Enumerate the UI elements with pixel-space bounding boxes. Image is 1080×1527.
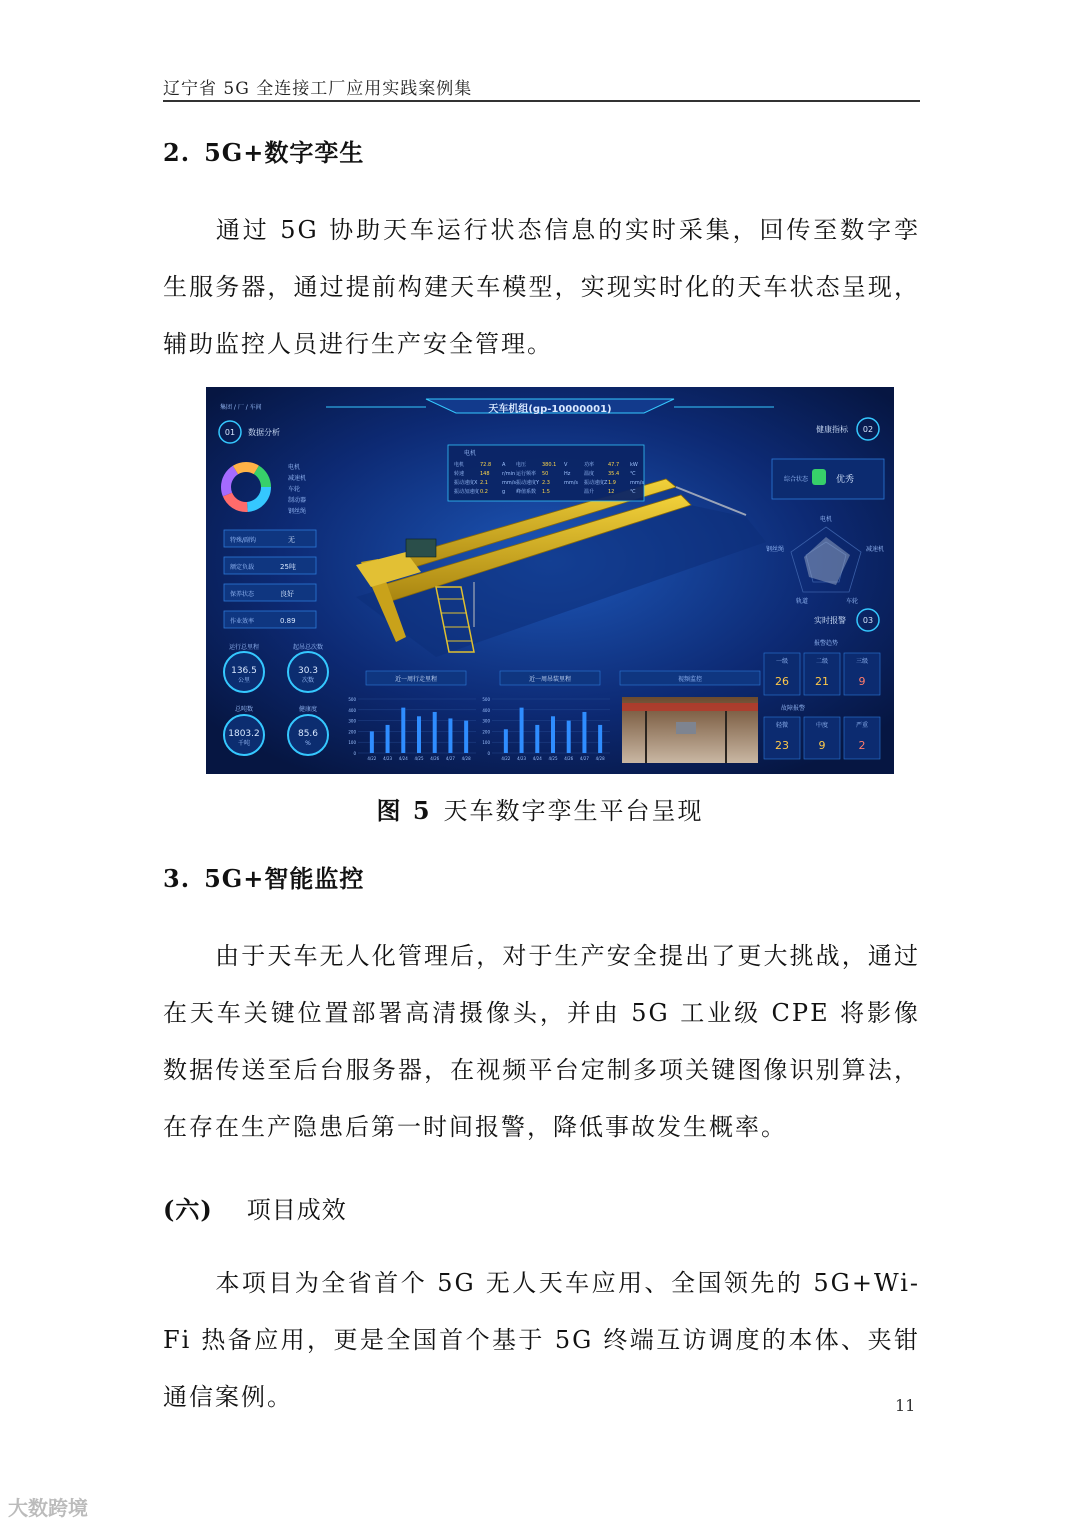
info-cell-3-2: g <box>502 489 506 495</box>
chart-0-bar-5 <box>448 718 452 753</box>
info-cell-2-1: 2.1 <box>480 480 488 486</box>
header-title: 辽宁省 5G 全连接工厂应用实践案例集 <box>163 79 473 99</box>
gauge-label-3: 健康度 <box>298 706 318 713</box>
field-label-0: 特殊/副钩 <box>230 537 257 544</box>
chart-1-bar-3 <box>551 716 555 753</box>
info-cell-1-5: Hz <box>564 471 571 477</box>
gauge-unit-2: 千吨 <box>237 740 251 747</box>
chart-1-ytick-2: 200 <box>482 729 490 735</box>
chart-0-ytick-2: 200 <box>348 729 356 735</box>
section-6-heading <box>163 1190 347 1225</box>
chart-1-bar-6 <box>598 725 602 753</box>
warning-title: 报警趋势 <box>813 640 839 647</box>
chart-1-xtick-4: 4/26 <box>564 756 574 761</box>
warning-cells-label-0: 一级 <box>775 658 789 665</box>
section-2-title: 5G+数字孪生 <box>204 138 365 167</box>
left-field-2 <box>224 584 316 601</box>
chart-1-xtick-1: 4/23 <box>517 756 527 761</box>
section-6-title: 项目成效 <box>246 1196 347 1224</box>
chart-1-xtick-2: 4/24 <box>532 756 542 761</box>
video-panel <box>620 671 760 763</box>
chart-1-xtick-5: 4/27 <box>579 756 589 761</box>
gauge-unit-1: 次数 <box>301 677 315 684</box>
figure-caption <box>0 791 1080 826</box>
chart-1-ytick-3: 300 <box>482 718 490 724</box>
radar-label-3: 轨道 <box>796 598 809 605</box>
alarm-title: 实时报警 <box>814 616 846 625</box>
chart-0-ytick-0: 0 <box>353 751 356 756</box>
section-3-number: 3. <box>163 864 191 893</box>
info-cell-3-7: 12 <box>608 489 615 495</box>
info-cell-0-1: 72.8 <box>480 462 492 468</box>
left-field-3 <box>224 611 316 628</box>
breadcrumb: 集团 / 厂 / 车间 <box>220 404 262 411</box>
gauge-value-2: 1803.2 <box>228 729 260 739</box>
legend-item-3: 制动器 <box>288 497 307 504</box>
left-field-0 <box>224 530 316 547</box>
figure-caption-text: 天车数字孪生平台呈现 <box>443 797 704 825</box>
chart-1-ytick-5: 500 <box>482 697 490 702</box>
chart-1-bar-0 <box>504 729 508 753</box>
section-2-paragraph <box>163 202 920 373</box>
info-cell-3-4: 1.5 <box>542 489 550 495</box>
gauge-value-3: 85.6 <box>297 729 319 739</box>
chart-1-xtick-3: 4/25 <box>548 756 558 761</box>
chart-0-ytick-1: 100 <box>348 740 356 746</box>
chart-0-xtick-1: 4/23 <box>383 756 393 761</box>
section-2-text: 通过 5G 协助天车运行状态信息的实时采集，回传至数字孪生服务器，通过提前构建天车模型，实现实时化的天车状态呈现，辅助监控人员进行生产安全管理。 <box>163 216 920 358</box>
fault-levels <box>764 717 880 759</box>
dashboard-title: 天车机组(gp-10000001) <box>488 404 612 415</box>
fault-cells-value-1: 9 <box>818 739 826 752</box>
info-cell-0-7: 47.7 <box>608 462 620 468</box>
section-3-heading <box>163 859 364 894</box>
info-cell-1-2: r/min <box>502 471 516 477</box>
chart-0-xtick-4: 4/26 <box>430 756 440 761</box>
field-label-2: 保养状态 <box>230 591 255 598</box>
chart-0-xtick-6: 4/28 <box>461 756 471 761</box>
info-cell-0-0: 电机 <box>454 462 465 468</box>
info-cell-2-7: 1.9 <box>608 480 616 486</box>
warning-cells-value-1: 21 <box>815 675 829 688</box>
info-cell-1-7: 35.4 <box>608 471 620 477</box>
health-title: 健康指标 <box>816 425 848 434</box>
left-field-1 <box>224 557 316 574</box>
warning-cells-label-1: 二级 <box>815 658 829 665</box>
dashboard-svg <box>206 387 894 774</box>
info-cell-1-4: 50 <box>542 471 549 477</box>
chart-1-ytick-4: 400 <box>482 707 490 713</box>
section-2-heading <box>163 133 364 168</box>
field-label-1: 额定负载 <box>230 564 255 571</box>
page-number: 11 <box>895 1396 916 1415</box>
field-label-3: 作业效率 <box>230 618 255 625</box>
field-value-3: 0.89 <box>280 617 296 625</box>
chart-1-bar-5 <box>582 712 586 753</box>
gauge-label-0: 运行总里程 <box>228 644 260 651</box>
info-cell-2-3: 振动速度Y <box>516 480 540 486</box>
field-value-1: 25吨 <box>280 563 296 571</box>
gauge-1 <box>288 643 328 692</box>
section-3-paragraph <box>163 928 920 1156</box>
gauge-value-1: 30.3 <box>297 666 319 676</box>
info-cell-1-0: 转速 <box>454 471 465 477</box>
fault-cells-label-0: 轻微 <box>775 722 789 729</box>
info-cell-0-2: A <box>502 462 506 468</box>
warning-cells-value-2: 9 <box>858 675 866 688</box>
chart-1-bar-2 <box>535 725 539 753</box>
motor-info-panel <box>448 445 644 501</box>
gauge-0 <box>224 643 264 692</box>
chart-1-xtick-0: 4/22 <box>501 756 511 761</box>
chart-1-ytick-0: 0 <box>487 751 490 756</box>
info-cell-0-4: 380.1 <box>542 462 557 468</box>
chart-0-ytick-4: 400 <box>348 707 356 713</box>
info-cell-1-1: 148 <box>480 471 490 477</box>
radar-label-2: 车轮 <box>846 598 859 605</box>
chart-0-bar-6 <box>464 721 468 753</box>
chart-1-title: 近一周吊装里程 <box>528 676 572 683</box>
warning-levels <box>764 653 880 695</box>
shield-check-icon <box>812 469 826 485</box>
health-status: 优秀 <box>836 475 855 485</box>
fault-cells-label-2: 严重 <box>855 722 869 729</box>
fault-cells-value-0: 23 <box>775 739 789 752</box>
info-cell-3-3: 峰值系数 <box>516 489 537 495</box>
chart-0-ytick-5: 500 <box>348 697 356 702</box>
section-2-number: 2. <box>163 138 191 167</box>
info-cell-3-0: 振动加速度 <box>454 489 480 495</box>
radar-label-4: 钢丝绳 <box>766 546 785 553</box>
info-cell-2-2: mm/s <box>502 480 517 486</box>
radar-label-1: 减速机 <box>866 546 885 553</box>
chart-0-ytick-3: 300 <box>348 718 356 724</box>
info-panel-title: 电机 <box>464 450 477 457</box>
chart-1-bar-4 <box>567 721 571 753</box>
info-cell-2-5: mm/s <box>564 480 579 486</box>
chart-1-ytick-1: 100 <box>482 740 490 746</box>
chart-0-xtick-0: 4/22 <box>367 756 377 761</box>
chart-1-xtick-6: 4/28 <box>595 756 605 761</box>
gauge-unit-3: % <box>305 740 311 747</box>
chart-0-title: 近一周行走里程 <box>394 676 438 683</box>
info-cell-0-8: kW <box>630 462 638 468</box>
alarm-index: 03 <box>862 616 874 625</box>
chart-0-xtick-2: 4/24 <box>398 756 408 761</box>
digital-twin-figure <box>206 387 894 774</box>
info-cell-0-3: 电压 <box>516 462 527 468</box>
health-status-label: 综合状态 <box>784 476 809 483</box>
fault-cells-label-1: 中度 <box>815 722 829 729</box>
section-3-title: 5G+智能监控 <box>204 864 365 893</box>
field-value-0: 无 <box>288 536 295 544</box>
video-title: 视频监控 <box>677 676 703 683</box>
left-panel-title: 数据分析 <box>248 428 280 437</box>
info-cell-3-8: ℃ <box>630 489 636 495</box>
radar-label-0: 电机 <box>819 516 833 523</box>
section-3-text: 由于天车无人化管理后，对于生产安全提出了更大挑战，通过在天车关键位置部署高清摄像头，并由 5G 工业级 CPE 将影像数据传送至后台服务器，在视频平台定制多项关键图像识别算法，在存在生产隐患后第一时间报警，降低事故发生概率。 <box>163 942 920 1141</box>
chart-0-xtick-3: 4/25 <box>414 756 424 761</box>
section-6-text: 本项目为全省首个 5G 无人天车应用、全国领先的 5G+Wi-Fi 热备应用，更是全国首个基于 5G 终端互访调度的本体、夹钳通信案例。 <box>163 1269 920 1411</box>
info-cell-2-4: 2.3 <box>542 480 550 486</box>
info-cell-2-6: 振动速度Z <box>584 480 608 486</box>
chart-0-xtick-5: 4/27 <box>445 756 455 761</box>
chart-1-bar-1 <box>520 708 524 753</box>
left-panel-index: 01 <box>224 428 236 437</box>
fault-cells-value-2: 2 <box>858 739 866 752</box>
info-cell-1-6: 温度 <box>584 471 595 477</box>
legend-item-1: 减速机 <box>288 475 307 482</box>
warning-cells-value-0: 26 <box>775 675 789 688</box>
info-cell-3-1: 0.2 <box>480 489 488 495</box>
gauge-value-0: 136.5 <box>231 666 257 676</box>
field-value-2: 良好 <box>280 590 294 598</box>
watermark: 大数跨境 <box>8 1496 88 1520</box>
gauge-label-1: 起吊总次数 <box>292 644 324 651</box>
info-cell-1-3: 运行频率 <box>516 471 537 477</box>
legend-item-4: 钢丝绳 <box>288 508 307 515</box>
info-cell-2-8: mm/s <box>630 480 645 486</box>
section-6-paragraph <box>163 1255 920 1426</box>
chart-0-bar-4 <box>433 712 437 753</box>
info-cell-2-0: 振动速度X <box>454 480 478 486</box>
chart-0-bar-1 <box>386 725 390 753</box>
gauge-label-2: 总吨数 <box>234 706 254 713</box>
info-cell-0-6: 功率 <box>584 462 595 468</box>
legend-item-2: 车轮 <box>288 486 301 493</box>
chart-0-bar-0 <box>370 731 374 753</box>
health-index: 02 <box>862 425 874 434</box>
gauge-unit-0: 公里 <box>237 677 251 684</box>
figure-label: 图 5 <box>376 796 432 825</box>
legend-item-0: 电机 <box>288 464 301 471</box>
fault-title: 故障报警 <box>781 705 806 712</box>
warning-cells-label-2: 三级 <box>855 658 869 665</box>
section-6-number: (六) <box>163 1195 213 1224</box>
chart-0-bar-2 <box>401 708 405 753</box>
chart-0-bar-3 <box>417 716 421 753</box>
header-rule <box>163 100 920 102</box>
info-cell-3-6: 温升 <box>584 489 595 495</box>
info-cell-1-8: ℃ <box>630 471 636 477</box>
info-cell-0-5: V <box>564 462 568 468</box>
